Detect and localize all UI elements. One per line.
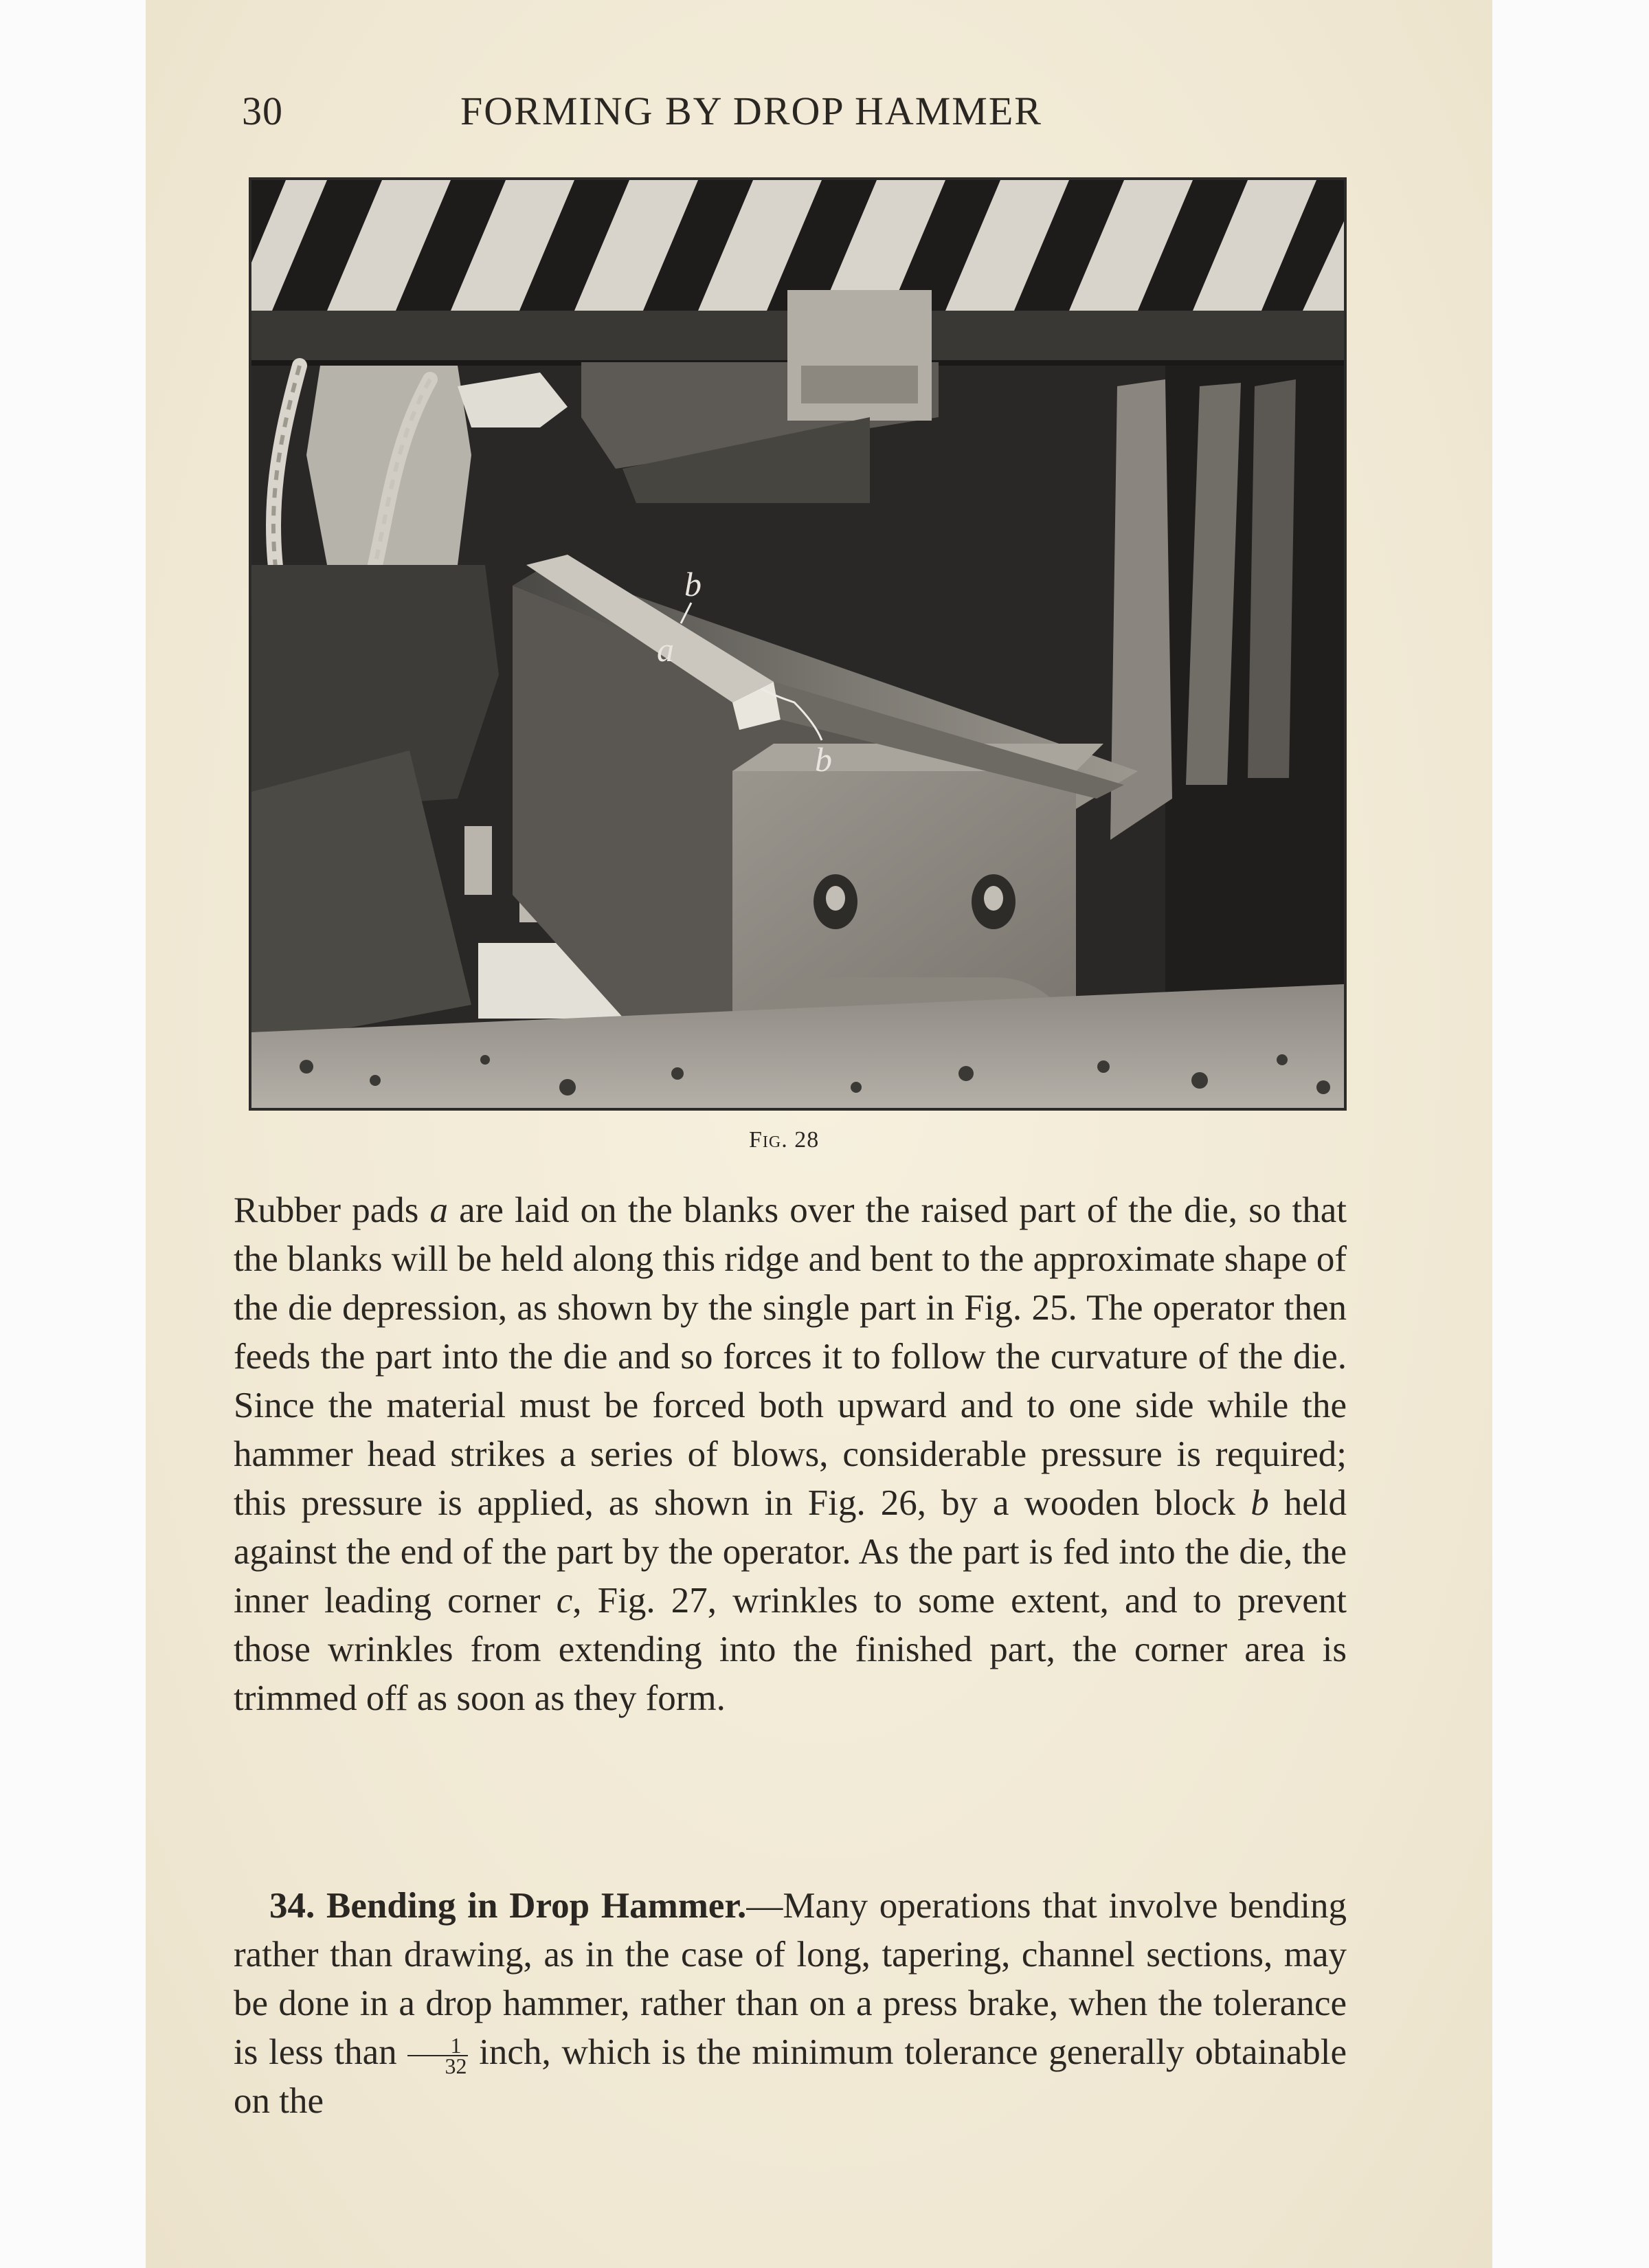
variable-b: b [1250, 1483, 1269, 1523]
paragraph-1-text: are laid on the blanks over the raised part of the die, so that the blanks will be held along this ridge and bent to the approximate shape of the die depression, as shown by the single part in Fig. 25. The operator then feeds the part into the die and so forces it to follow the curvature of the die. Since the material must be forced both upward and to one side while the hammer head strikes a series of blows, considerable pressure is required; this pressure is applied, as shown in Fig. 26, by a wooden block [234, 1190, 1347, 1523]
paragraph-2-text: —Many operations that involve bending rather than drawing, as in the case of long, tapering, channel sections, may be done in a drop hammer, rather than on a press brake, when the tolerance is less than [234, 1886, 1347, 2072]
paragraph-1 [234, 1186, 1347, 1723]
figure-label-b-bottom: b [815, 740, 832, 779]
figure-label-a: a [657, 630, 674, 669]
variable-c: c [556, 1581, 573, 1621]
figure-label-b-top: b [684, 565, 702, 603]
fraction-numerator: 1 [407, 2036, 468, 2056]
page-header [242, 88, 1341, 143]
drop-hammer-photo [251, 180, 1344, 1108]
fraction [407, 2032, 468, 2078]
paragraph-2-text: inch, which is the minimum tolerance generally obtainable on the [234, 2032, 1347, 2121]
figure-caption: Fig. 28 [749, 1127, 820, 1153]
paragraph-2 [234, 1882, 1347, 2126]
running-head: FORMING BY DROP HAMMER [460, 89, 1042, 133]
figure-photo [249, 177, 1347, 1111]
paragraph-1-text: , Fig. 27, wrinkles to some extent, and to prevent those wrinkles from extending into the finished part, the corner area is trimmed off as soon as they form. [234, 1581, 1347, 1718]
fraction-denominator: 32 [445, 2053, 467, 2078]
page-number: 30 [242, 89, 283, 133]
paragraph-1-text: Rubber pads [234, 1190, 430, 1230]
paragraph-1-text: held against the end of the part by the operator. As the part is fed into the die, the inner leading corner [234, 1483, 1347, 1621]
variable-a: a [429, 1190, 449, 1230]
section-title: 34. Bending in Drop Hammer. [269, 1886, 747, 1926]
